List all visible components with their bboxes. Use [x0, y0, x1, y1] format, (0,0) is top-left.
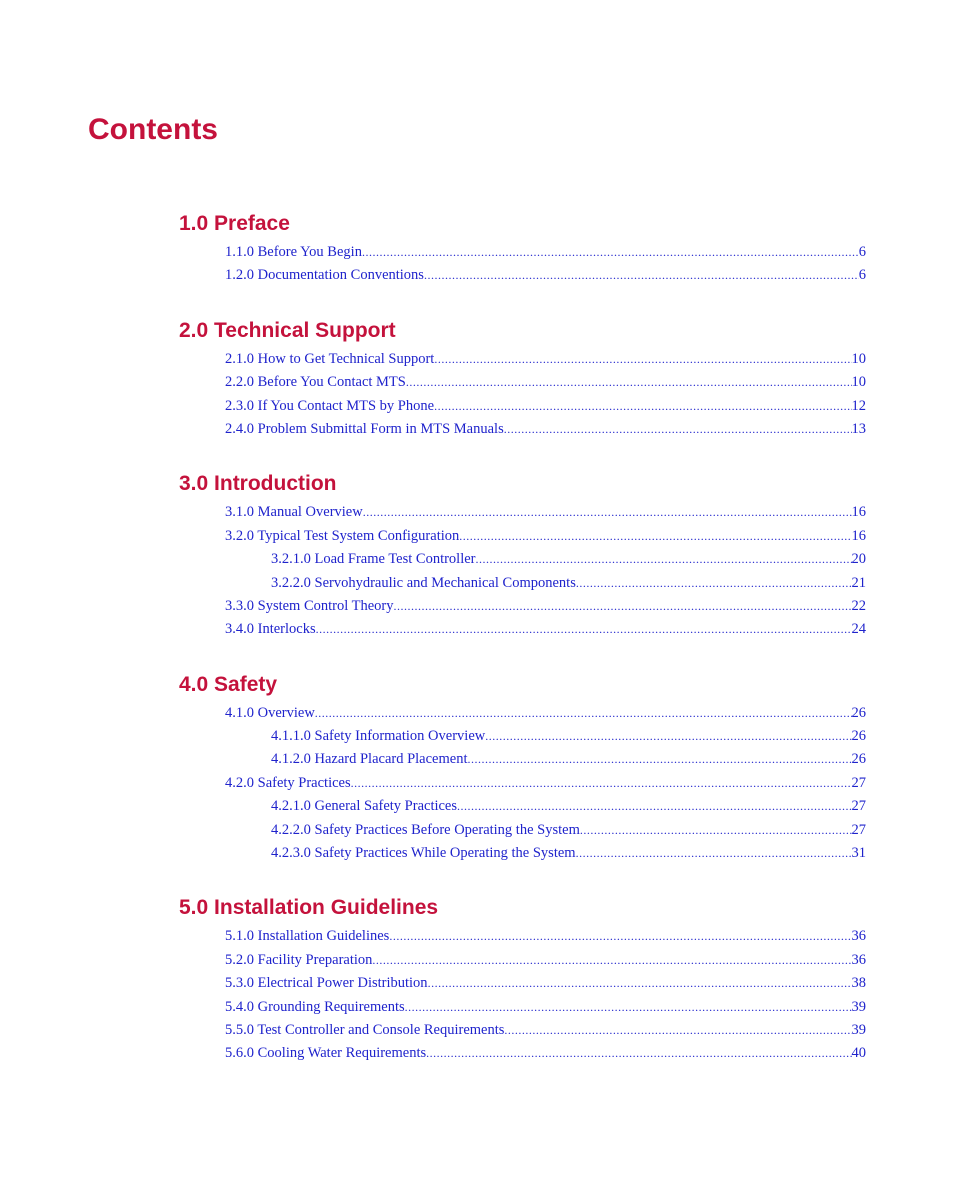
toc-entry-page: 40: [851, 1045, 866, 1062]
toc-entry-label: 4.2.3.0 Safety Practices While Operating the System: [271, 845, 576, 862]
dot-leader: [316, 618, 852, 641]
toc-entry-list: [179, 702, 866, 866]
toc-entry-page: 22: [851, 597, 866, 614]
dot-leader: [459, 525, 851, 548]
toc-subentry[interactable]: [179, 725, 866, 748]
dot-leader: [504, 418, 852, 441]
toc-entry-label: 2.1.0 How to Get Technical Support: [225, 350, 435, 367]
toc-entry[interactable]: [179, 1019, 866, 1042]
dot-leader: [457, 795, 851, 818]
toc-entry-list: [179, 501, 866, 641]
dot-leader: [426, 1042, 851, 1065]
toc-entry-label: 1.2.0 Documentation Conventions: [225, 267, 424, 284]
toc-entry-label: 2.2.0 Before You Contact MTS: [225, 374, 406, 391]
toc-entry-label: 5.1.0 Installation Guidelines: [225, 928, 390, 945]
dot-leader: [434, 348, 851, 371]
dot-leader: [389, 925, 851, 948]
dot-leader: [485, 725, 851, 748]
toc-subentry[interactable]: [179, 572, 866, 595]
dot-leader: [351, 772, 852, 795]
toc-entry-page: 24: [851, 621, 866, 638]
table-of-contents: [179, 206, 866, 1066]
toc-entry-page: 36: [851, 951, 866, 968]
dot-leader: [428, 972, 852, 995]
dot-leader: [576, 572, 852, 595]
toc-entry-label: 4.2.1.0 General Safety Practices: [271, 798, 458, 815]
toc-entry-list: [179, 348, 866, 442]
toc-entry-page: 27: [851, 774, 866, 791]
toc-entry-page: 21: [851, 574, 866, 591]
toc-section-installation-guidelines: [179, 890, 866, 1065]
toc-entry-page: 6: [858, 244, 866, 260]
toc-entry-page: 38: [851, 975, 866, 992]
toc-entry-page: 16: [851, 504, 866, 521]
toc-entry[interactable]: [179, 949, 866, 972]
toc-entry-label: 4.2.2.0 Safety Practices Before Operating the System: [271, 821, 580, 838]
dot-leader: [504, 1019, 851, 1042]
toc-entry-page: 6: [858, 267, 866, 284]
toc-entry[interactable]: [179, 371, 866, 394]
dot-leader: [476, 548, 852, 571]
toc-entry[interactable]: [179, 772, 866, 795]
toc-entry-page: 27: [851, 798, 866, 815]
toc-entry[interactable]: [179, 241, 866, 264]
section-heading: 5.0 Installation Guidelines: [179, 896, 439, 920]
toc-entry-page: 10: [851, 350, 866, 367]
dot-leader: [372, 949, 851, 972]
toc-entry-page: 27: [851, 821, 866, 838]
dot-leader: [315, 702, 852, 725]
toc-section-introduction: [179, 466, 866, 641]
toc-section-preface: [179, 206, 866, 288]
toc-entry[interactable]: [179, 595, 866, 618]
dot-leader: [580, 819, 852, 842]
section-heading: 3.0 Introduction: [179, 472, 337, 496]
toc-entry-label: 3.1.0 Manual Overview: [225, 504, 363, 521]
page-title: Contents: [88, 113, 218, 146]
toc-entry-page: 39: [851, 998, 866, 1015]
toc-entry-label: 4.1.1.0 Safety Information Overview: [271, 728, 486, 745]
toc-entry-page: 39: [851, 1021, 866, 1038]
toc-subentry[interactable]: [179, 548, 866, 571]
dot-leader: [434, 395, 851, 418]
toc-entry-page: 20: [851, 551, 866, 568]
toc-subentry[interactable]: [179, 748, 866, 771]
toc-entry[interactable]: [179, 702, 866, 725]
dot-leader: [394, 595, 852, 618]
toc-section-technical-support: [179, 313, 866, 442]
toc-entry[interactable]: [179, 501, 866, 524]
toc-entry-label: 5.5.0 Test Controller and Console Requirements: [225, 1021, 505, 1038]
toc-entry-label: 1.1.0 Before You Begin: [225, 244, 362, 260]
dot-leader: [467, 748, 851, 771]
toc-entry-label: 5.4.0 Grounding Requirements: [225, 998, 405, 1015]
toc-entry[interactable]: [179, 925, 866, 948]
section-heading: 2.0 Technical Support: [179, 318, 396, 342]
toc-entry[interactable]: [179, 395, 866, 418]
toc-subentry[interactable]: [179, 795, 866, 818]
dot-leader: [362, 241, 859, 264]
toc-entry[interactable]: [179, 525, 866, 548]
toc-entry-label: 3.4.0 Interlocks: [225, 621, 316, 638]
toc-entry[interactable]: [179, 996, 866, 1019]
toc-entry-page: 31: [851, 845, 866, 862]
toc-entry-label: 4.1.2.0 Hazard Placard Placement: [271, 751, 468, 768]
toc-subentry[interactable]: [179, 819, 866, 842]
toc-entry-page: 26: [851, 704, 866, 721]
toc-entry-label: 3.2.2.0 Servohydraulic and Mechanical Components: [271, 574, 576, 591]
toc-entry-label: 5.2.0 Facility Preparation: [225, 951, 373, 968]
toc-entry[interactable]: [179, 972, 866, 995]
dot-leader: [424, 264, 859, 287]
toc-entry[interactable]: [179, 618, 866, 641]
toc-entry[interactable]: [179, 264, 866, 287]
toc-entry-label: 5.3.0 Electrical Power Distribution: [225, 975, 428, 992]
toc-entry-label: 2.3.0 If You Contact MTS by Phone: [225, 397, 435, 414]
toc-entry[interactable]: [179, 1042, 866, 1065]
toc-entry-page: 12: [851, 397, 866, 414]
section-heading: 4.0 Safety: [179, 672, 278, 696]
toc-entry-label: 3.2.0 Typical Test System Configuration: [225, 527, 460, 544]
section-heading: 1.0 Preface: [179, 212, 290, 235]
dot-leader: [363, 501, 852, 524]
toc-entry-label: 5.6.0 Cooling Water Requirements: [225, 1045, 427, 1062]
toc-entry-list: [179, 925, 866, 1065]
dot-leader: [405, 996, 852, 1019]
toc-subentry[interactable]: [179, 842, 866, 865]
toc-entry-label: 3.2.1.0 Load Frame Test Controller: [271, 551, 476, 568]
toc-entry-page: 16: [851, 527, 866, 544]
toc-entry-page: 13: [851, 420, 866, 437]
dot-leader: [406, 371, 852, 394]
toc-entry-page: 36: [851, 928, 866, 945]
toc-entry-list: [179, 241, 866, 288]
dot-leader: [576, 842, 852, 865]
toc-section-safety: [179, 667, 866, 866]
toc-entry-page: 26: [851, 751, 866, 768]
toc-entry-page: 10: [851, 374, 866, 391]
toc-entry-page: 26: [851, 728, 866, 745]
toc-entry-label: 3.3.0 System Control Theory: [225, 597, 394, 614]
toc-entry[interactable]: [179, 348, 866, 371]
toc-entry-label: 4.1.0 Overview: [225, 704, 315, 721]
toc-entry[interactable]: [179, 418, 866, 441]
toc-entry-label: 2.4.0 Problem Submittal Form in MTS Manuals: [225, 420, 504, 437]
toc-entry-label: 4.2.0 Safety Practices: [225, 774, 351, 791]
